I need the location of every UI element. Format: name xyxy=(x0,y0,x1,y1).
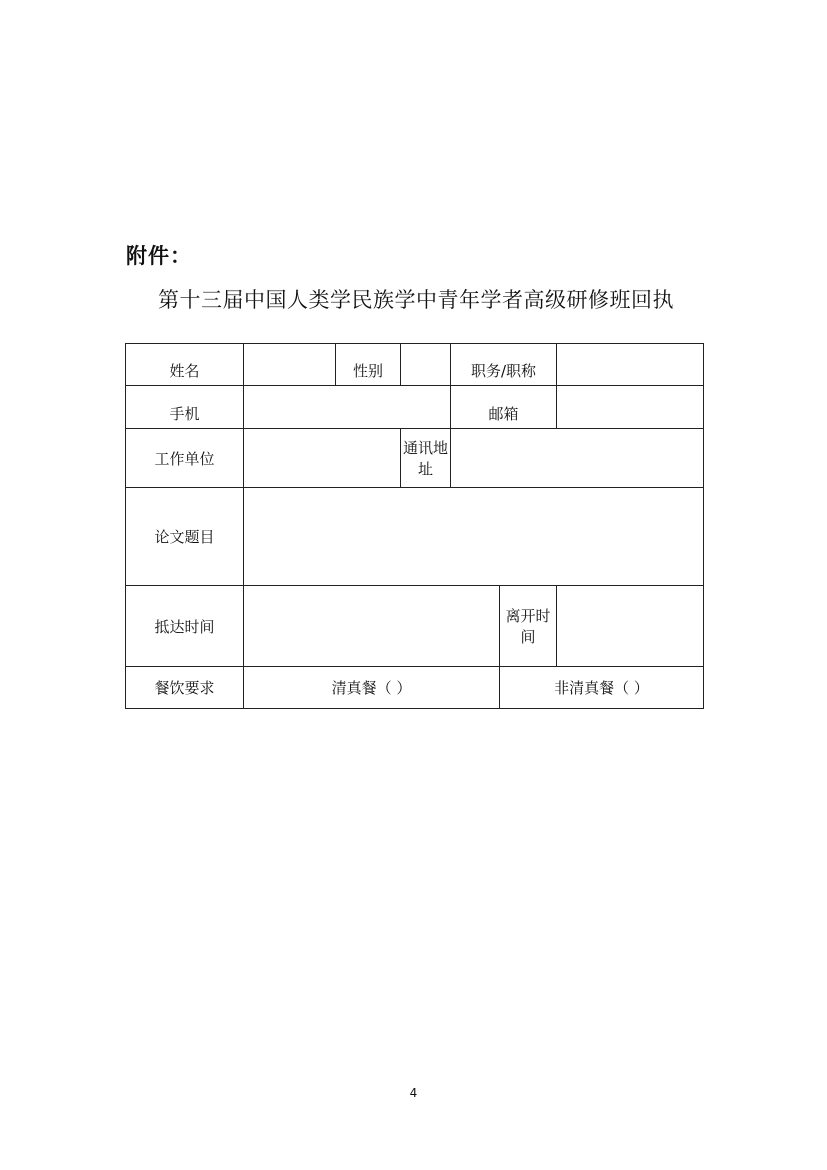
table-row xyxy=(126,386,704,429)
departure-label: 离开时间 xyxy=(500,586,557,667)
non-halal-option[interactable]: 非清真餐（ ） xyxy=(500,667,704,709)
meal-label: 餐饮要求 xyxy=(126,667,244,709)
workplace-field[interactable] xyxy=(244,429,401,488)
table-row xyxy=(126,667,704,709)
arrival-label: 抵达时间 xyxy=(126,586,244,667)
email-label: 邮箱 xyxy=(451,386,557,429)
address-field[interactable] xyxy=(451,429,704,488)
paper-title-field[interactable] xyxy=(244,488,704,586)
workplace-label: 工作单位 xyxy=(126,429,244,488)
attachment-label: 附件： xyxy=(126,244,192,268)
table-row xyxy=(126,344,704,386)
phone-label: 手机 xyxy=(126,386,244,429)
paper-title-label: 论文题目 xyxy=(126,488,244,586)
gender-field[interactable] xyxy=(401,344,451,386)
name-label: 姓名 xyxy=(126,344,244,386)
gender-label: 性别 xyxy=(336,344,401,386)
registration-form-table xyxy=(125,343,704,709)
table-row xyxy=(126,586,704,667)
table-row xyxy=(126,488,704,586)
position-field[interactable] xyxy=(557,344,704,386)
halal-option[interactable]: 清真餐（ ） xyxy=(244,667,500,709)
page-number: 4 xyxy=(409,1086,418,1100)
name-field[interactable] xyxy=(244,344,336,386)
phone-field[interactable] xyxy=(244,386,451,429)
arrival-field[interactable] xyxy=(244,586,500,667)
address-label: 通讯地址 xyxy=(401,429,451,488)
form-title: 第十三届中国人类学民族学中青年学者高级研修班回执 xyxy=(158,288,674,312)
table-row xyxy=(126,429,704,488)
email-field[interactable] xyxy=(557,386,704,429)
position-label: 职务/职称 xyxy=(451,344,557,386)
departure-field[interactable] xyxy=(557,586,704,667)
